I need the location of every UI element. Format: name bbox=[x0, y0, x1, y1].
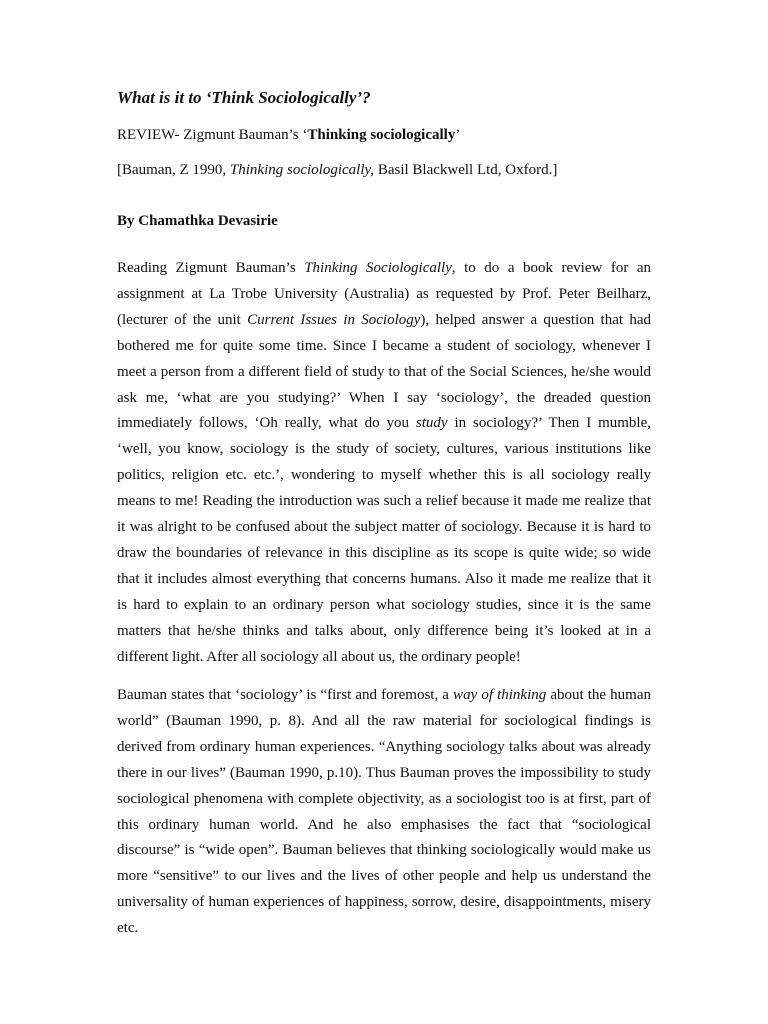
p1-italic-unit: Current Issues in Sociology bbox=[247, 311, 421, 328]
paragraph-2 bbox=[117, 683, 651, 942]
p1-text-3: ), helped answer a question that had bothered me for quite some time. Since I became a student of sociology, whenever I meet a person from a different field of study to that of the Social Sciences, he/she would ask me, ‘what are you studying?’ When I say ‘sociology’, the dreaded question immediately follows, ‘Oh really, what do you bbox=[117, 311, 651, 432]
p1-italic-book: Thinking Sociologically bbox=[304, 260, 452, 276]
review-suffix: ’ bbox=[455, 127, 461, 143]
review-line bbox=[117, 124, 460, 146]
review-book-title: Thinking sociologically bbox=[307, 127, 456, 143]
p1-italic-study: study bbox=[415, 415, 448, 432]
author-byline: By Chamathka Devasirie bbox=[117, 213, 278, 229]
citation-prefix: [Bauman, Z 1990, bbox=[117, 162, 230, 178]
citation-line bbox=[117, 159, 557, 181]
paragraph-1 bbox=[117, 256, 651, 671]
review-prefix: REVIEW- Zigmunt Bauman’s ‘ bbox=[117, 127, 308, 143]
p2-italic-way: way of thinking bbox=[453, 687, 547, 703]
p1-text-4: in sociology?’ Then I mumble, ‘well, you know, sociology is the study of society, cultures, various institutions like politics, religion etc. etc.’, wondering to myself whether this is all sociology really means to me! Reading the introduction was such a relief because it made me realize that it was alright to be confused about the subject matter of sociology. Because it is hard to draw the boundaries of relevance in this discipline as its scope is quite wide; so wide that it includes almost everything that concerns humans. Also it made me realize that it is hard to explain to an ordinary person what sociology studies, since it is the same matters that he/she thinks and talks about, only difference being it’s looked at in a different light. After all sociology all about us, the ordinary people! bbox=[117, 415, 651, 665]
citation-book-title: Thinking sociologically, bbox=[229, 162, 375, 178]
p2-text-2: about the human world” (Bauman 1990, p. 8). And all the raw material for sociological findings is derived from ordinary human experiences. “Anything sociology talks about was already there in our lives” (Bauman 1990, p.10). Thus Bauman proves the impossibility to study sociological phenomena with complete objectivity, as a sociologist too is at first, part of this ordinary human world. And he also emphasises the fact that “sociological discourse” is “wide open”. Bauman believes that thinking sociologically would make us more “sensitive” to our lives and the lives of other people and help us understand the universality of human experiences of happiness, sorrow, desire, disappointments, misery etc. bbox=[117, 687, 652, 937]
document-title: What is it to ‘Think Sociologically’? bbox=[117, 88, 371, 107]
citation-suffix: Basil Blackwell Ltd, Oxford.] bbox=[374, 162, 558, 178]
p2-text-1: Bauman states that ‘sociology’ is “first and foremost, a bbox=[117, 687, 454, 703]
p1-text-2: , to do a book review for an assignment at La Trobe University (Australia) as requested by Prof. Peter Beilharz, (lecturer of the unit bbox=[117, 260, 651, 328]
p1-text-1: Reading Zigmunt Bauman’s bbox=[117, 260, 305, 276]
